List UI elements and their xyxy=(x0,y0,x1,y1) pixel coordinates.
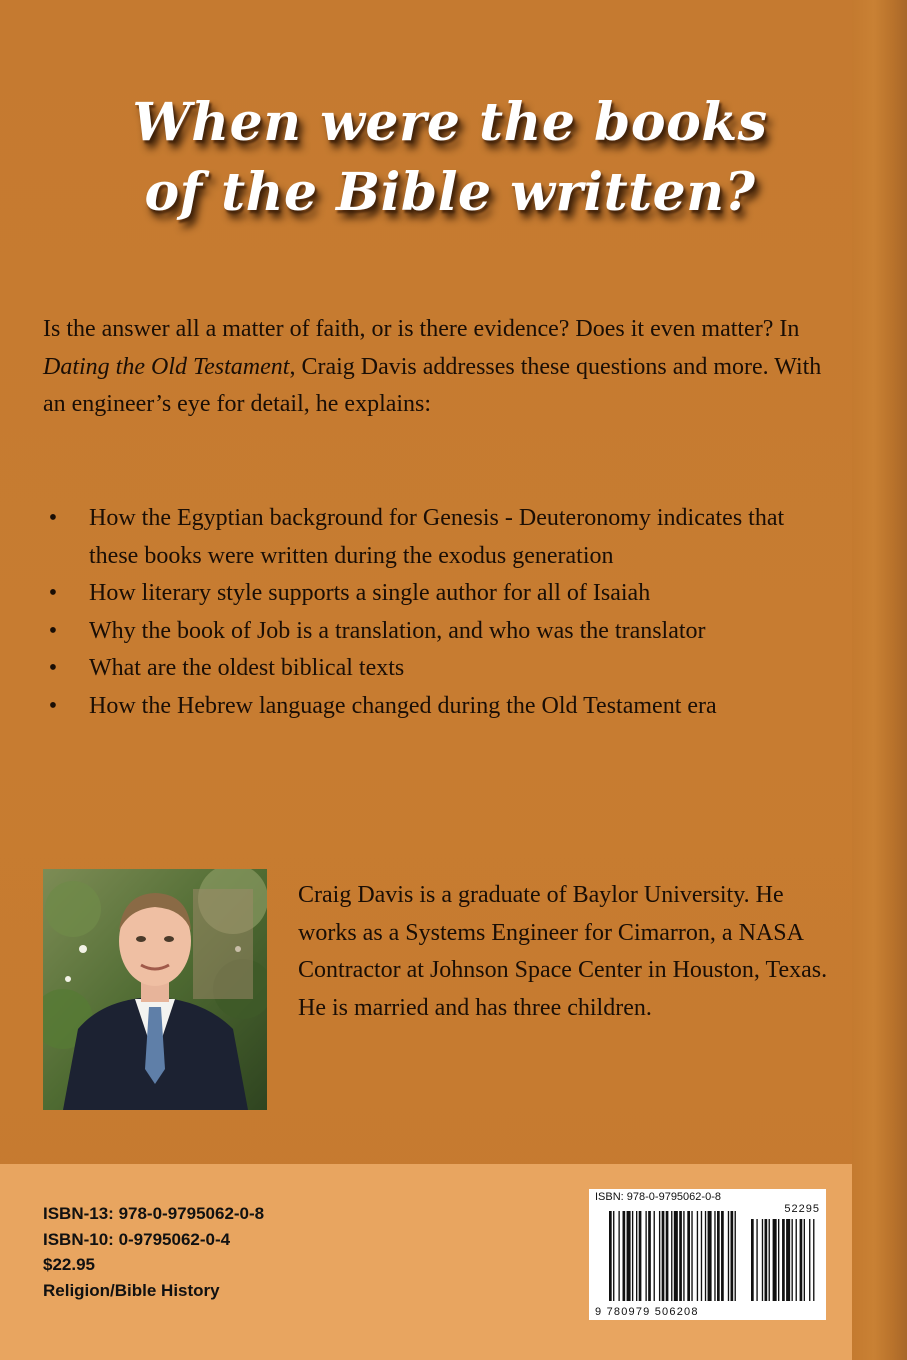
list-item-text: Why the book of Job is a translation, and who was the translator xyxy=(89,617,706,644)
list-item xyxy=(43,688,833,726)
barcode-digits: 9 780979 506208 xyxy=(595,1306,699,1318)
list-item xyxy=(43,650,833,688)
bullet-icon: • xyxy=(48,580,58,607)
author-portrait-image xyxy=(43,869,267,1110)
author-photo xyxy=(43,869,267,1110)
isbn-10: ISBN-10: 0-9795062-0-4 xyxy=(43,1229,231,1249)
bullet-icon: • xyxy=(48,505,58,531)
author-bio: Craig Davis is a graduate of Baylor University. He works as a Systems Engineer for Cimarron, a NASA Contractor at Johnson Space Center in Houston, Texas. He is married and has three children. xyxy=(298,882,828,1021)
list-item-text: How literary style supports a single author for all of Isaiah xyxy=(89,580,651,607)
list-item xyxy=(43,613,833,651)
cover-edge xyxy=(852,0,907,1360)
price: $22.95 xyxy=(43,1255,95,1274)
headline xyxy=(60,88,840,228)
intro-text-1: Is the answer all a matter of faith, or is there evidence? Does it even matter? In xyxy=(43,316,800,342)
list-item-text: How the Hebrew language changed during the Old Testament era xyxy=(89,692,717,719)
list-item xyxy=(43,500,833,575)
category: Religion/Bible History xyxy=(43,1280,220,1300)
list-item xyxy=(43,575,833,613)
barcode-isbn-label: ISBN: 978-0-9795062-0-8 xyxy=(595,1191,721,1203)
barcode-bars-icon xyxy=(589,1189,826,1320)
isbn-block xyxy=(43,1201,264,1303)
bullet-icon: • xyxy=(48,655,58,682)
isbn-13: ISBN-13: 978-0-9795062-0-8 xyxy=(43,1204,265,1223)
book-title: Dating the Old Testament xyxy=(43,353,290,380)
bullet-icon: • xyxy=(48,617,58,644)
barcode-price-code: 52295 xyxy=(784,1203,820,1215)
intro-paragraph xyxy=(43,311,833,424)
headline-line-1: When were the books xyxy=(132,92,768,153)
intro-text-2: , Craig Davis addresses these questions and more. With an engineer’s eye for detail, he explains: xyxy=(43,353,822,417)
list-item-text: How the Egyptian background for Genesis - Deuteronomy indicates that these books were written during the exodus generation xyxy=(89,505,785,569)
bullet-icon: • xyxy=(48,692,58,719)
list-item-text: What are the oldest biblical texts xyxy=(89,655,405,682)
headline-line-2: of the Bible written? xyxy=(144,162,756,223)
barcode xyxy=(589,1189,826,1320)
feature-list xyxy=(43,500,833,726)
